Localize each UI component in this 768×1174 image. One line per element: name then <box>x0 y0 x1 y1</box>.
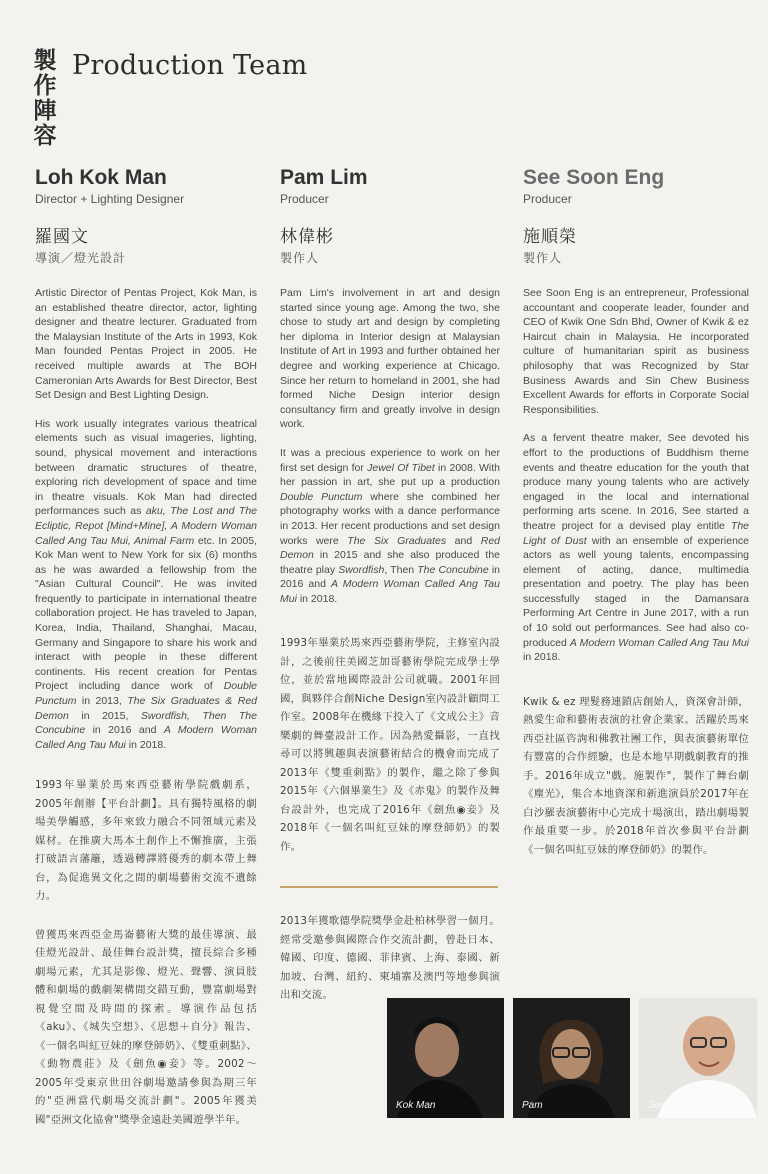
pam-lim-extra <box>280 912 500 1005</box>
bio-zh-paragraph: 2013年獲歌德學院獎學金赴柏林學習一個月。經常受邀參與國際合作交流計劃，曾赴日本、韓國、印度、德國、菲律賓、上海、泰國、新加坡、台灣、紐約、柬埔寨及澳門等地參與演出和交流。 <box>280 915 500 1001</box>
bio-en-paragraph: Artistic Director of Pentas Project, Kok Man, is an established theatre director, actor, lighting designer and theatre lecturer. Graduated from the Malaysian Institute of the Arts in 1993, Kok Man founded Pentas Project in 2005. He received multiple awards at The BOH Cameronian Arts Awards for Best Director, Best Set Design and Best Lighting Design. <box>35 287 257 402</box>
member-chinese-role: 製作人 <box>523 251 563 265</box>
title-char: 製 <box>33 47 57 74</box>
member-name: See Soon Eng <box>523 166 665 189</box>
bio-zh-paragraph: 1993年畢業於馬來西亞藝術學院戲劇系，2005年創辦【平台計劃】。具有獨特風格的劇場美學觸感，多年來致力融合不同領域元素及媒材。在推廣大馬本土創作上不懈推廣，主張打破語言藩籬，透過轉譯將優秀的劇本帶上舞台，為促進異文化之間的劇場藝術交流不遺餘力。 <box>35 779 257 903</box>
title-char: 容 <box>33 122 57 149</box>
member-chinese-role: 導演／燈光設計 <box>35 251 127 265</box>
photo-caption: Pam <box>522 1100 543 1111</box>
member-chinese-name: 羅國文 <box>35 227 89 247</box>
member-name: Pam Lim <box>280 166 368 189</box>
page-header <box>32 48 307 148</box>
portrait-see <box>639 998 757 1118</box>
bio-en-paragraph: Pam Lim's involvement in art and design started since young age. Among the two, she chose to study art and design by completing her diploma in Interior design at Malaysian Institute of Art in 1993 and further obtained her degree and working experience at Chicago. Since her return to homeland in 2001, she had formed Niche Design interior design consultancy firm and greatly involve in design work. <box>280 287 500 431</box>
bio-en-paragraph: It was a precious experience to work on her first set design for Jewel Of Tibet in 2008. With her passion in art, she put up a production Double Punctum where she combined her photography works with a dance performance in 2013. Her recent productions and set design works were The Six Graduates and Red Demon in 2015 and she also produced the theatre play Swordfish, Then The Concubine in 2016 and A Modern Woman Called Ang Tau Mui in 2018. <box>280 446 501 605</box>
member-role: Producer <box>523 192 572 206</box>
bio-zh-paragraph: Kwik & ez 理髮務連鎖店創始人，資深會計師，熱愛生命和藝術表演的社會企業家。活躍於馬來西亞社區咨詢和佛教社團工作，與表演藝術單位有豐富的合作經驗，也是本地早期戲劇教育的推手。2016年成立"戲。施製作"，製作了舞台劇《塵光》，集合本地資深和新進演員於2017年在白沙羅表演藝術中心完成十場演出，踏出劇場製作最重要一步。於2018年首次參與平台計劃《一個名叫紅豆妹的摩登師奶》的製作。 <box>523 695 749 856</box>
bio-zh-paragraph: 曾獲馬來西亞金馬崙藝術大獎的最佳導演、最佳燈光設計、最佳舞台設計獎，擅長綜合多種劇場元素，尤其是影像、燈光、聲響、演員肢體和劇場的戲劇架構間交錯互動，豐富劇場對視覺空間及時間的探索。導演作品包括《aku》、《城失空想》、《思想＋自分》報告、《一個名叫紅豆妹的摩登師奶》、《雙重刺點》、《動物農莊》及《劍魚◉妾》等。2002～2005年受東京世田谷劇場邀請參與為期三年的"亞洲當代劇場交流計劃"。2005年獲美國"亞洲文化協會"獎學金遠赴美國遊學半年。 <box>35 928 257 1126</box>
member-column-loh-kok-man <box>35 166 257 1129</box>
member-chinese-name: 施順榮 <box>523 227 577 247</box>
bio-en-paragraph: His work usually integrates various theatrical elements such as visual imageries, lighting, sound, physical movement and interactions between dramatic structures of theatre, exploring rich development of space and time in theatre visuals. Kok Man had directed performances such as aku, The Lost and The Ecliptic, Repot [Mind+Mine], A Modern Woman Called Ang Tau Mui, Animal Farm etc. In 2005, Kok Man went to New York for six (6) months as he was awarded a fellowship from the "Asian Cultural Council". He was invited frequently to participate in international theatre collaboration project. He has traveled to Japan, Korea, India, Thailand, Shanghai, Macau, Germany and Singapore to share his work and interact with people in these different continents. His recent creation for Pentas Project including dance work of Double Punctum in 2013, The Six Graduates & Red Demon in 2015, Swordfish, Then The Concubine in 2016 and A Modern Woman Called Ang Tau Mui in 2018. <box>35 417 258 751</box>
member-column-pam-lim <box>280 166 500 856</box>
photo-caption: See <box>648 1100 666 1111</box>
title-char: 作 <box>33 72 57 99</box>
portrait-kok-man <box>387 998 504 1118</box>
bio-zh-paragraph: 1993年畢業於馬來西亞藝術學院，主修室內設計，之後前往美國芝加哥藝術學院完成學士學位，並於當地國際設計公司就職。2001年回國，與夥伴合創Niche Design室內設計顧問工作室。2008年在機緣下投入了《文成公主》音樂劇的舞臺設計工作。因為熱愛攝影，一直找尋可以將興趣與表演藝術結合的機會而完成了2013年《雙重刺點》的製作，繼之除了參與2015年《六個畢業生》及《赤鬼》的製作及舞台設計外，也完成了2016年《劍魚◉妾》及2018年《一個名叫紅豆妹的摩登師奶》的製作。 <box>280 637 500 853</box>
member-name: Loh Kok Man <box>35 166 167 189</box>
member-role: Director + Lighting Designer <box>35 192 185 206</box>
bio-en-paragraph: As a fervent theatre maker, See devoted his effort to the productions of Buddhism theme events and theatre education for the youth that produce many young talents who are actively engaged in the local and international performing arts scene. In 2016, See started a theatre project for a devised play entitle The Light of Dust with an ensemble of experience actors as well young talents, encompassing element of acting, dance, multimedia presentation and poetry. The play has been successfully staged in the Damansara Performing Art Centre in June 2017, with a run of 10 sold out performances. See had also co-produced A Modern Woman Called Ang Tau Mui in 2018. <box>523 432 749 664</box>
portrait-pam <box>513 998 630 1118</box>
chinese-vertical-title <box>32 48 58 148</box>
member-chinese-name: 林偉彬 <box>280 227 334 247</box>
divider-line <box>280 886 498 888</box>
portrait-strip <box>387 998 757 1118</box>
title-char: 陣 <box>33 97 57 124</box>
photo-caption: Kok Man <box>396 1100 436 1111</box>
bio-en-paragraph: See Soon Eng is an entrepreneur, Professional accountant and cooperate leader, founder and CEO of Kwik One Sdn Bhd, Owner of Kwik & ez Haircut chain in Malaysia. He incorporated culture of humanitarian spirit as business philosophy that was Recognized by Star Business Awards and Sin Chew Business Excellent Awards for efforts in Corporate Social Responsibilities. <box>523 287 749 416</box>
member-chinese-role: 製作人 <box>280 251 320 265</box>
page-title: Production Team <box>72 50 308 81</box>
member-column-see-soon-eng <box>523 166 749 859</box>
member-role: Producer <box>280 192 329 206</box>
